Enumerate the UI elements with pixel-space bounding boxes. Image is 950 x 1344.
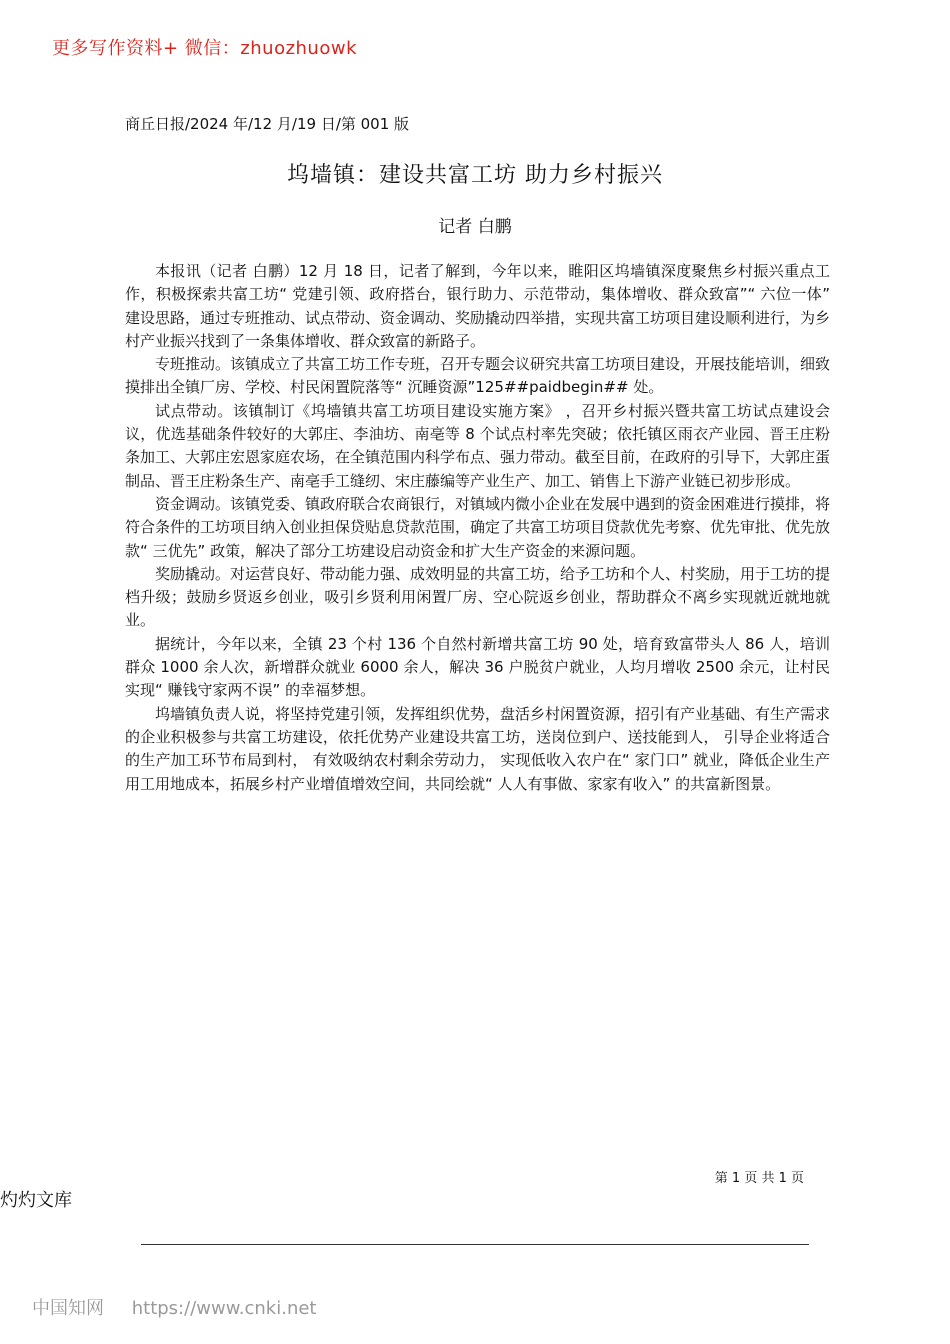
paragraph: 坞墙镇负责人说，将坚持党建引领，发挥组织优势，盘活乡村闲置资源，招引有产业基础、有生产需求的企业积极参与共富工坊建设，依托优势产业建设共富工坊，送岗位到户、送技能到人， 引导企业将适合的生产加工环节布局到村， 有效吸纳农村剩余劳动力， 实现低收入农户在“ 家门口” 就业，降低企业生产用工用地成本，拓展乡村产业增值增效空间，共同绘就“ 人人有事做、家家有收入” 的共富新图景。 [125, 704, 831, 793]
page-number: 第 1 页 共 1 页 [714, 1171, 804, 1186]
article-body [125, 260, 830, 796]
footer-url[interactable]: https://www.cnki.net [131, 1298, 317, 1319]
source-line: 商丘日报/2024 年/12 月/19 日/第 001 版 [125, 115, 410, 133]
footer [32, 1294, 316, 1320]
paragraph: 专班推动。该镇成立了共富工坊工作专班，召开专题会议研究共富工坊项目建设，开展技能培训，细致摸排出全镇厂房、学校、村民闲置院落等“ 沉睡资源”125##paidbegin## 处。 [125, 355, 831, 397]
paragraph: 试点带动。该镇制订《坞墙镇共富工坊项目建设实施方案》 ，召开乡村振兴暨共富工坊试点建设会议，优选基础条件较好的大郭庄、李油坊、南亳等 8 个试点村率先突破；依托镇区雨衣产业园、晋王庄粉条加工、大郭庄宏恩家庭农场，在全镇范围内科学布点、强力带动。截至目前，在政府的引导下，大郭庄蛋制品、晋王庄粉条生产、南亳手工缝纫、宋庄藤编等产业生产、加工、销售上下游产业链已初步形成。 [125, 401, 831, 490]
article-title: 坞墙镇：建设共富工坊 助力乡村振兴 [287, 163, 663, 188]
paragraph: 奖励撬动。对运营良好、带动能力强、成效明显的共富工坊，给予工坊和个人、村奖励，用于工坊的提档升级；鼓励乡贤返乡创业，吸引乡贤利用闲置厂房、空心院返乡创业，帮助群众不离乡实现就近就地就业。 [125, 564, 831, 630]
footer-site-name: 中国知网 [32, 1298, 104, 1319]
footer-divider [141, 1244, 809, 1245]
paragraph: 本报讯（记者 白鹏）12 月 18 日，记者了解到，今年以来，睢阳区坞墙镇深度聚焦乡村振兴重点工作，积极探索共富工坊“ 党建引领、政府搭台，银行助力、示范带动，集体增收、群众致富”“ 六位一体” 建设思路，通过专班推动、试点带动、资金调动、奖励撬动四举措，实现共富工坊项目建设顺利进行，为乡村产业振兴找到了一条集体增收、群众致富的新路子。 [125, 262, 831, 350]
wenku-label: 灼灼文库 [0, 1190, 72, 1211]
paragraph: 据统计，今年以来，全镇 23 个村 136 个自然村新增共富工坊 90 处，培育致富带头人 86 人，培训群众 1000 余人次，新增群众就业 6000 余人，解决 36 户脱贫户就业，人均月增收 2500 余元，让村民实现“ 赚钱守家两不误” 的幸福梦想。 [125, 634, 830, 700]
promo-banner: 更多写作资料+ 微信：zhuozhuowk [52, 38, 358, 59]
paragraph: 资金调动。该镇党委、镇政府联合农商银行，对镇域内微小企业在发展中遇到的资金困难进行摸排，将符合条件的工坊项目纳入创业担保贷贴息贷款范围，确定了共富工坊项目贷款优先考察、优先审批、优先放款“ 三优先” 政策，解决了部分工坊建设启动资金和扩大生产资金的来源问题。 [125, 494, 831, 560]
byline: 记者 白鹏 [438, 217, 512, 237]
